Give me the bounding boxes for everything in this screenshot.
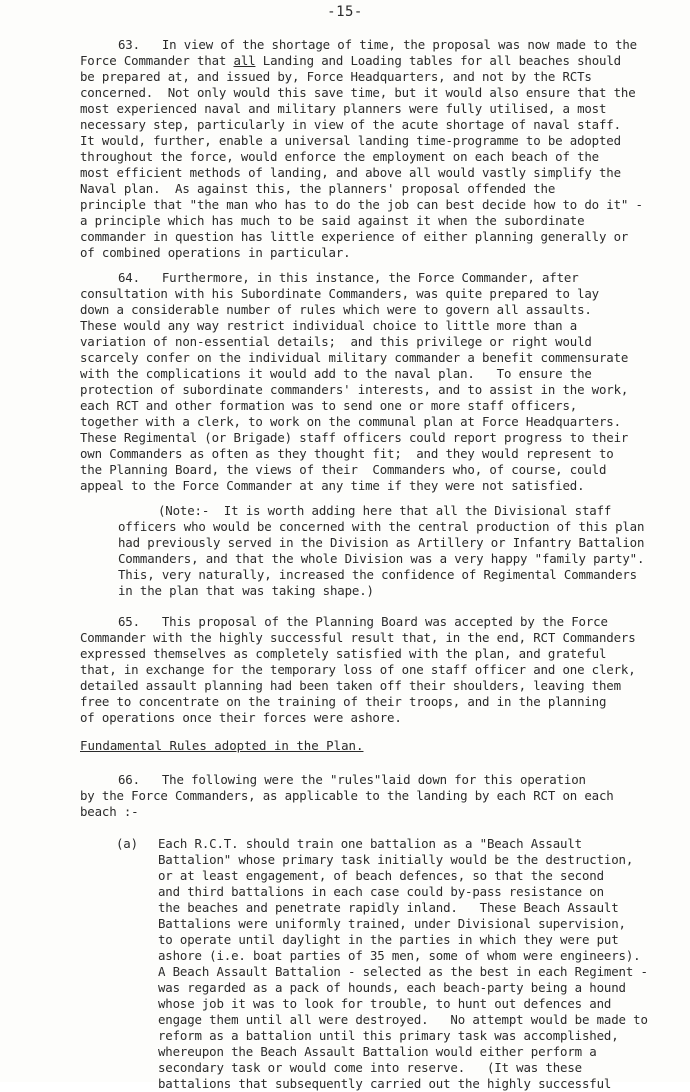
para64-line: scarcely confer on the individual military commander a benefit commensurate [80, 350, 629, 365]
para63-line: necessary step, particularly in view of the acute shortage of naval staff. [80, 117, 621, 132]
para64-line: together with a clerk, to work on the communal plan at Force Headquarters. [80, 414, 621, 429]
item-a-label: (a) [116, 836, 138, 851]
para63-line: commander in question has little experience of either planning generally or [80, 229, 629, 244]
para64-line: These would any way restrict individual choice to little more than a [80, 318, 578, 333]
para64-line: protection of subordinate commanders' interests, and to assist in the work, [80, 382, 629, 397]
note-line: (Note:- It is worth adding here that all the Divisional staff [158, 503, 612, 518]
note-line: officers who would be concerned with the central production of this plan [118, 519, 645, 534]
item-a-line: Battalions were uniformly trained, under Divisional supervision, [158, 916, 626, 931]
item-a-line: secondary task or would come into reserve. (It was these [158, 1060, 582, 1075]
para65-line: detailed assault planning had been taken off their shoulders, leaving them [80, 678, 621, 693]
item-a-line: ashore (i.e. boat parties of 35 men, some of whom were engineers). [158, 948, 641, 963]
para66-line: by the Force Commanders, as applicable to the landing by each RCT on each [80, 788, 614, 803]
item-a-line: A Beach Assault Battalion - selected as the best in each Regiment - [158, 964, 648, 979]
para64-line: the Planning Board, the views of their Commanders who, of course, could [80, 462, 607, 477]
para65-line: of operations once their forces were ashore. [80, 710, 402, 725]
para64-line: These Regimental (or Brigade) staff officers could report progress to their [80, 430, 629, 445]
para66-line: 66. The following were the "rules"laid down for this operation [118, 772, 586, 787]
para63-line: It would, further, enable a universal landing time-programme to be adopted [80, 133, 621, 148]
para63-line: most efficient methods of landing, and above all would vastly simplify the [80, 165, 621, 180]
para65-line: expressed themselves as completely satisfied with the plan, and grateful [80, 646, 607, 661]
para63-line: concerned. Not only would this save time, but it would also ensure that the [80, 85, 636, 100]
item-a-line: and third battalions in each case could by-pass resistance on [158, 884, 604, 899]
para63-line: Force Commander that all Landing and Loading tables for all beaches should [80, 53, 621, 68]
para65-line: Commander with the highly successful result that, in the end, RCT Commanders [80, 630, 636, 645]
item-a-line: reform as a battalion until this primary task was accomplished, [158, 1028, 619, 1043]
para64-line: variation of non-essential details; and this privilege or right would [80, 334, 592, 349]
para64-line: appeal to the Force Commander at any time if they were not satisfied. [80, 478, 585, 493]
para63-line: most experienced naval and military planners were fully utilised, a most [80, 101, 607, 116]
item-a-line: or at least engagement, of beach defences, so that the second [158, 868, 604, 883]
para63-line: be prepared at, and issued by, Force Headquarters, and not by the RCTs [80, 69, 592, 84]
item-a-line: engage them until all were destroyed. No attempt would be made to [158, 1012, 648, 1027]
para64-line: consultation with his Subordinate Commanders, was quite prepared to lay [80, 286, 599, 301]
note-line: had previously served in the Division as Artillery or Infantry Battalion [118, 535, 645, 550]
page-number: -15- [327, 4, 363, 20]
section-heading: Fundamental Rules adopted in the Plan. [80, 738, 364, 753]
item-a-line: whereupon the Beach Assault Battalion would either perform a [158, 1044, 597, 1059]
para65-line: 65. This proposal of the Planning Board was accepted by the Force [118, 614, 608, 629]
para64-line: each RCT and other formation was to send one or more staff officers, [80, 398, 578, 413]
para63-line: a principle which has much to be said against it when the subordinate [80, 213, 585, 228]
item-a-line: battalions that subsequently carried out the highly successful [158, 1076, 612, 1091]
para63-line: Naval plan. As against this, the planners' proposal offended the [80, 181, 556, 196]
para63-line: principle that "the man who has to do the job can best decide how to do it" - [80, 197, 643, 212]
para65-line: that, in exchange for the temporary loss of one staff officer and one clerk, [80, 662, 636, 677]
note-line: This, very naturally, increased the confidence of Regimental Commanders [118, 567, 637, 582]
item-a-line: the beaches and penetrate rapidly inland. These Beach Assault [158, 900, 619, 915]
para64-line: own Commanders as often as they thought fit; and they would represent to [80, 446, 614, 461]
item-a-line: Each R.C.T. should train one battalion as a "Beach Assault [158, 836, 582, 851]
note-line: Commanders, and that the whole Division was a very happy "family party". [118, 551, 645, 566]
item-a-line: to operate until daylight in the parties in which they were put [158, 932, 619, 947]
item-a-line: whose job it was to look for trouble, to hunt out defences and [158, 996, 612, 1011]
item-a-line: was regarded as a pack of hounds, each beach-party being a hound [158, 980, 626, 995]
emphasis-underline: all [233, 53, 256, 68]
note-line: in the plan that was taking shape.) [118, 583, 374, 598]
para64-line: down a considerable number of rules which were to govern all assaults. [80, 302, 592, 317]
para63-line: throughout the force, would enforce the employment on each beach of the [80, 149, 599, 164]
para63-line: of combined operations in particular. [80, 245, 351, 260]
para65-line: free to concentrate on the training of their troops, and in the planning [80, 694, 607, 709]
para66-line: beach :- [80, 804, 139, 819]
para63-line: 63. In view of the shortage of time, the proposal was now made to the [118, 37, 637, 52]
para64-line: 64. Furthermore, in this instance, the Force Commander, after [118, 270, 579, 285]
item-a-line: Battalion" whose primary task initially would be the destruction, [158, 852, 634, 867]
para64-line: with the complications it would add to the naval plan. To ensure the [80, 366, 592, 381]
